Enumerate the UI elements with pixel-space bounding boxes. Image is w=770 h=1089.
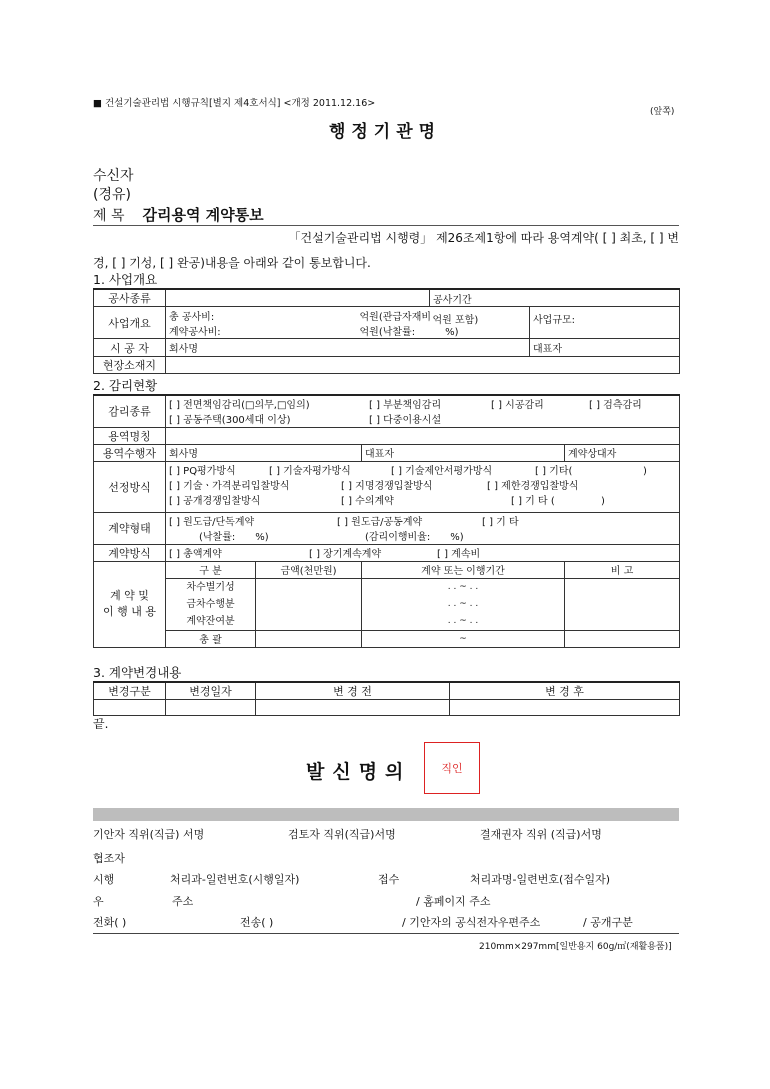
reviewer-field[interactable]: 검토자 직위(직급)서명 [288,828,396,841]
option-full-supervision[interactable]: [ ] 전면책임감리(□의무,□임의) [169,400,310,412]
change-table [93,681,680,716]
label-construction-period: 공사기간 [433,294,472,306]
incl-text: 억원 포함) [430,307,530,339]
contract-cost-label: 계약공사비: [169,326,221,338]
col-amount: 금액(천만원) [256,561,362,578]
after-change-cell[interactable] [450,700,680,716]
site-location-field[interactable] [166,357,680,374]
phone-field[interactable]: 전화( ) [93,916,127,929]
execution-number-field[interactable]: 처리과-일련번호(시행일자) [170,873,300,886]
col-note: 비 고 [565,561,680,578]
total-amount[interactable] [256,630,362,647]
label-builder-rep: 대표자 [533,344,562,355]
contract-cost-unit: 억원(낙찰률: %) [359,326,459,338]
section-3-heading: 3. 계약변경내용 [93,665,182,680]
front-page-mark: (앞쪽) [650,107,675,117]
total-period[interactable]: ~ [362,630,565,647]
row-remaining: 계약잔여분 [186,615,235,627]
selection-method-options[interactable]: [ ] PQ평가방식 [ ] 기술자평가방식 [ ] 기술제안서평가방식 [ ] 기타( ) [ ] 기술ㆍ가격분리입찰방식 [ ] 지명경쟁입찰방식 [ ] 제한경쟁입찰방식 [ ] 공개경쟁입찰방식 [ ] 수의계약 [ ] 기 타 ( ) [166,461,680,512]
seal-label: 직인 [441,762,463,775]
total-note[interactable] [565,630,680,647]
col-change-type: 변경구분 [94,682,166,700]
label-project-scale: 사업규모: [533,315,576,326]
end-mark: 끝. [93,717,109,731]
project-scale-field[interactable] [530,307,680,339]
col-division: 구 분 [166,561,256,578]
homepage-field[interactable]: / 홈페이지 주소 [416,895,491,908]
option-long-term[interactable]: [ ] 장기계속계약 [309,549,382,560]
label-counterpart: 계약상대자 [568,449,617,460]
label-selection-method: 선정방식 [94,461,166,512]
section-2-heading: 2. 감리현황 [93,378,158,393]
label-service-performer: 용역수행자 [94,444,166,461]
option-open-bid[interactable]: [ ] 공개경쟁입찰방식 [169,496,261,507]
subject-label: 제 목 [93,208,125,224]
option-apartment[interactable]: [ ] 공동주택(300세대 이상) [169,415,291,427]
label-construction-type: 공사종류 [94,289,166,307]
receipt-number-field[interactable]: 처리과명-일련번호(접수일자) [470,873,611,886]
paper-spec: 210mm×297mm[일반용지 60g/㎡(재활용품)] [479,942,672,952]
option-lump-sum[interactable]: [ ] 총액계약 [169,549,222,560]
project-overview-table [93,288,680,374]
intro-line-1: 「건설기술관리법 시행령」 제26조제1항에 따라 용역계약( [ ] 최초, [ ] 변 [288,231,679,245]
option-other-2[interactable]: [ ] 기 타 ( [511,496,555,507]
footer-rule [93,933,679,934]
amount-cells[interactable] [256,578,362,630]
public-status-field[interactable]: / 공개구분 [583,916,633,929]
col-after-change: 변 경 후 [450,682,680,700]
cost-labels [166,307,297,339]
option-private-contract[interactable]: [ ] 수의계약 [341,496,394,507]
construction-type-field[interactable] [166,289,430,307]
option-other-1[interactable]: [ ] 기타( [535,466,573,477]
label-supervision-kind: 감리종류 [94,395,166,427]
option-multi-use-facility[interactable]: [ ] 다중이용시설 [369,415,442,427]
email-field[interactable]: / 기안자의 공식전자우편주소 [402,916,541,929]
label-contract-type: 계약형태 [94,512,166,544]
row-labels [166,578,256,630]
supervision-kind-options[interactable] [166,395,680,427]
option-restricted[interactable]: [ ] 제한경쟁입찰방식 [487,481,579,492]
option-tech-price-split[interactable]: [ ] 기술ㆍ가격분리입찰방식 [169,481,290,492]
construction-period-field[interactable] [430,289,680,307]
section-1-heading: 1. 사업개요 [93,272,158,287]
label-performer-rep: 대표자 [365,449,394,460]
sender-name: 발신명의 [306,761,412,783]
label-contract-execution: 계 약 및 이 행 내 용 [94,561,166,647]
address-field[interactable]: 주소 [172,895,194,908]
label-builder: 시 공 자 [94,339,166,357]
label-contract-method: 계약방식 [94,544,166,561]
recipient-label: 수신자 [93,168,134,184]
contract-type-options[interactable]: [ ] 원도급/단독계약 [ ] 원도급/공동계약 [ ] 기 타 (낙찰률: %) (감리이행비율: %) [166,512,680,544]
subject-line [93,204,264,225]
label-site-location: 현장소재지 [94,357,166,374]
performer-company-field[interactable] [166,444,362,461]
label-builder-company: 회사명 [169,344,198,355]
before-change-cell[interactable] [256,700,450,716]
official-seal-box [424,742,480,794]
row-progress: 차수별기성 [186,581,235,593]
option-continuing-cost[interactable]: [ ] 계속비 [437,549,481,560]
subject-text: 감리용역 계약통보 [142,206,264,224]
note-cells[interactable] [565,578,680,630]
label-service-name: 용역명칭 [94,427,166,444]
option-joint-contract[interactable]: [ ] 원도급/공동계약 [337,517,423,528]
cooperator-field[interactable]: 협조자 [93,852,125,865]
row-total: 총 괄 [166,630,256,647]
supervision-table [93,394,680,648]
label-performer-company: 회사명 [169,449,198,460]
change-date-cell[interactable] [166,700,256,716]
subject-divider [93,225,679,226]
via-label: (경유) [93,187,131,203]
drafter-field[interactable]: 기안자 직위(직급) 서명 [93,828,205,841]
col-change-date: 변경일자 [166,682,256,700]
intro-line-2: 경, [ ] 기성, [ ] 완공)내용을 아래와 같이 통보합니다. [93,256,371,270]
receipt-label: 접수 [378,873,400,886]
period-cells[interactable]: . . ~ . . . . ~ . . . . ~ . . [362,578,565,630]
total-cost-unit: 억원(관급자재비 [359,311,432,323]
approver-field[interactable]: 결재권자 직위 (직급)서명 [480,828,602,841]
col-period: 계약 또는 이행기간 [362,561,565,578]
col-before-change: 변 경 전 [256,682,450,700]
label-project-overview: 사업개요 [94,307,166,339]
option-other-contract[interactable]: [ ] 기 타 [482,517,519,528]
service-name-field[interactable] [166,427,680,444]
option-inspection-supervision[interactable]: [ ] 검측감리 [589,400,642,412]
option-tech-proposal[interactable]: [ ] 기술제안서평가방식 [391,466,493,477]
form-reference: ■ 건설기술관리법 시행규칙[별지 제4호서식] <개정 2011.12.16> [93,98,376,109]
builder-company-field[interactable] [166,339,530,357]
option-partial-supervision[interactable]: [ ] 부분책임감리 [369,400,442,412]
option-nominated[interactable]: [ ] 지명경쟁입찰방식 [341,481,433,492]
contract-method-options[interactable] [166,544,680,561]
option-sole-contract[interactable]: [ ] 원도급/단독계약 [169,517,255,528]
footer-grey-bar [93,808,679,821]
option-engineer-eval[interactable]: [ ] 기술자평가방식 [269,466,351,477]
builder-rep-field[interactable] [530,339,680,357]
counterpart-field[interactable] [565,444,680,461]
total-cost-label: 총 공사비: [169,311,215,323]
option-pq[interactable]: [ ] PQ평가방식 [169,466,236,477]
agency-title: 행정기관명 [328,122,442,142]
row-current: 금차수행분 [186,598,235,610]
fax-field[interactable]: 전송( ) [240,916,274,929]
option-construction-supervision[interactable]: [ ] 시공감리 [491,400,544,412]
change-type-cell[interactable] [94,700,166,716]
execution-label: 시행 [93,873,115,886]
performer-rep-field[interactable] [362,444,565,461]
zip-field[interactable]: 우 [93,895,104,908]
